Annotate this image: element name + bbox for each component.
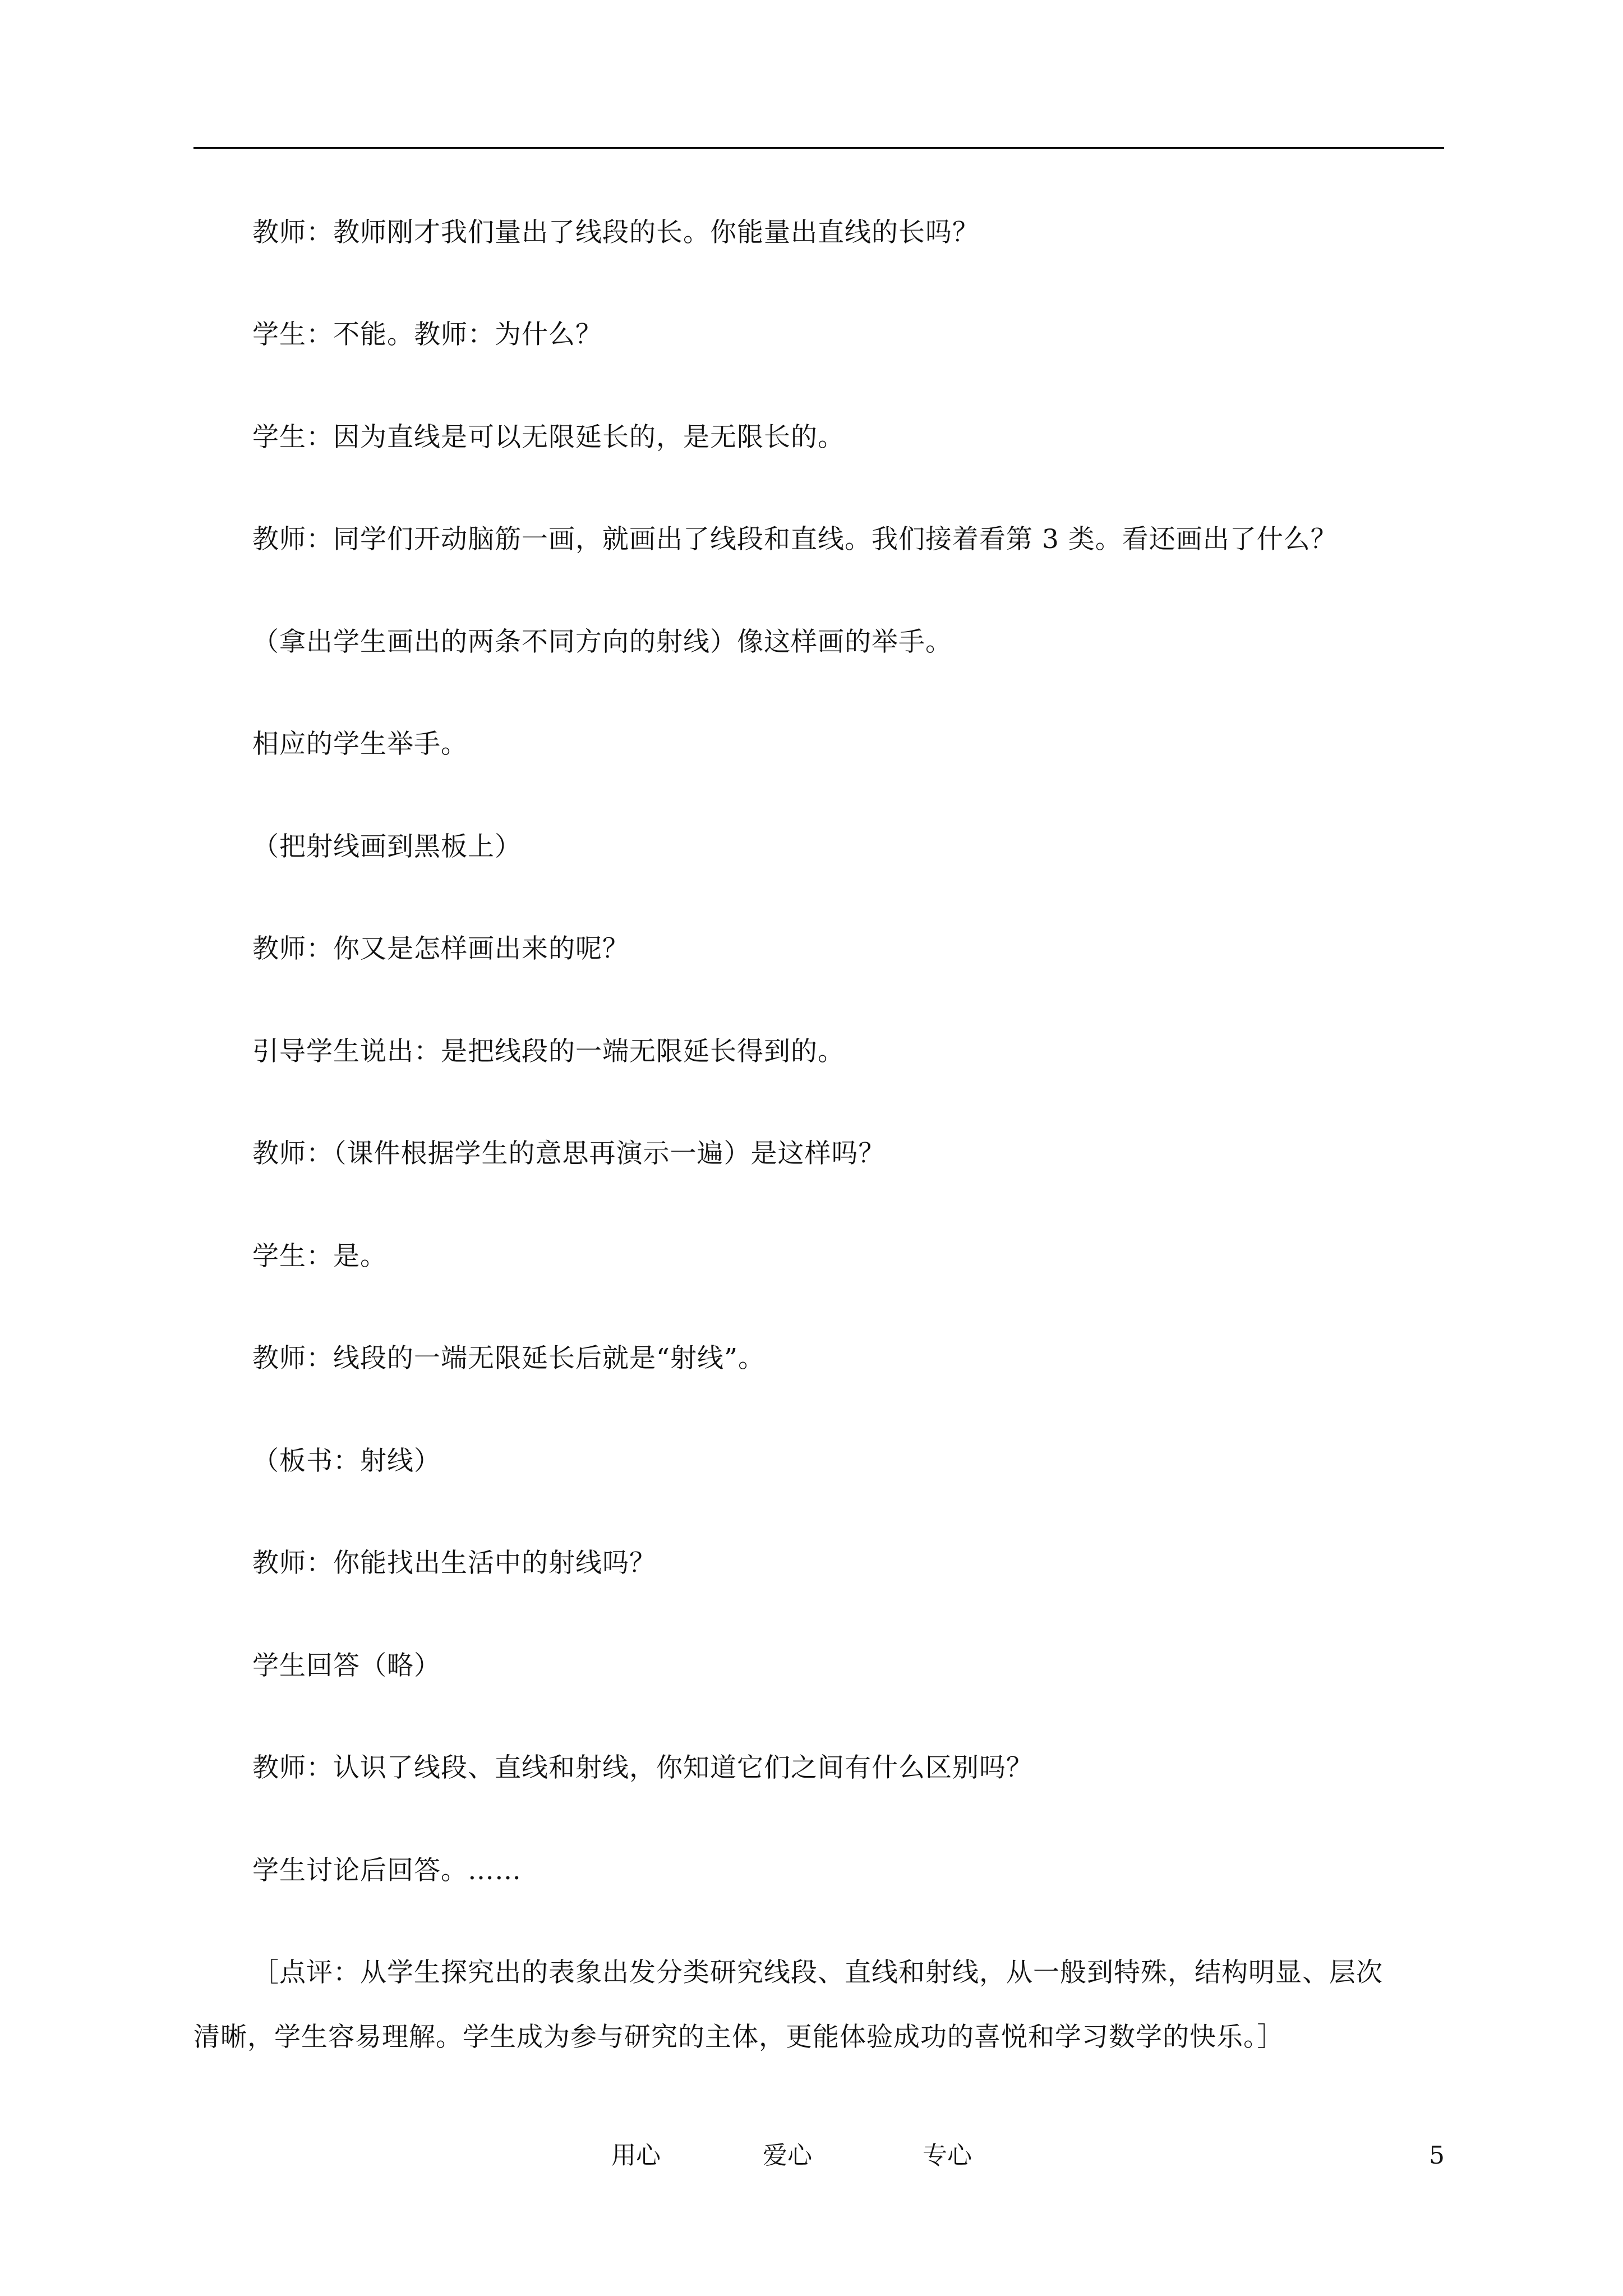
body-line: 相应的学生举手。: [252, 729, 468, 760]
body-line: 教师：教师刚才我们量出了线段的长。你能量出直线的长吗？: [252, 217, 979, 248]
body-line: 教师：（课件根据学生的意思再演示一遍）是这样吗？: [252, 1138, 886, 1169]
body-line: 学生：是。: [252, 1241, 387, 1272]
page-number: 5: [1429, 2141, 1445, 2170]
body-line: 学生回答（略）: [252, 1650, 441, 1681]
body-line: 教师：你又是怎样画出来的呢？: [252, 933, 629, 964]
body-line: 学生：不能。教师：为什么？: [252, 319, 602, 350]
comment-line-2: 清晰，学生容易理解。学生成为参与研究的主体，更能体验成功的喜悦和学习数学的快乐。］: [193, 2022, 1284, 2053]
body-line: （板书：射线）: [252, 1446, 441, 1476]
footer-word-3: 专心: [923, 2141, 972, 2170]
header-rule: [193, 147, 1444, 149]
body-line: 引导学生说出：是把线段的一端无限延长得到的。: [252, 1036, 845, 1067]
comment-line-1: ［点评：从学生探究出的表象出发分类研究线段、直线和射线，从一般到特殊，结构明显、层次: [252, 1957, 1383, 1988]
footer-word-2: 爱心: [763, 2141, 812, 2170]
body-line: 学生讨论后回答。……: [252, 1855, 522, 1886]
footer-word-1: 用心: [611, 2141, 661, 2170]
body-line: 学生：因为直线是可以无限延长的，是无限长的。: [252, 422, 845, 453]
body-line: 教师：线段的一端无限延长后就是“射线”。: [252, 1343, 766, 1374]
body-line: 教师：同学们开动脑筋一画，就画出了线段和直线。我们接着看第 3 类。看还画出了什么？: [252, 524, 1338, 555]
body-line: 教师：你能找出生活中的射线吗？: [252, 1548, 656, 1579]
body-line: （把射线画到黑板上）: [252, 831, 522, 862]
body-line: （拿出学生画出的两条不同方向的射线）像这样画的举手。: [252, 627, 952, 657]
body-line: 教师：认识了线段、直线和射线，你知道它们之间有什么区别吗？: [252, 1752, 1033, 1783]
